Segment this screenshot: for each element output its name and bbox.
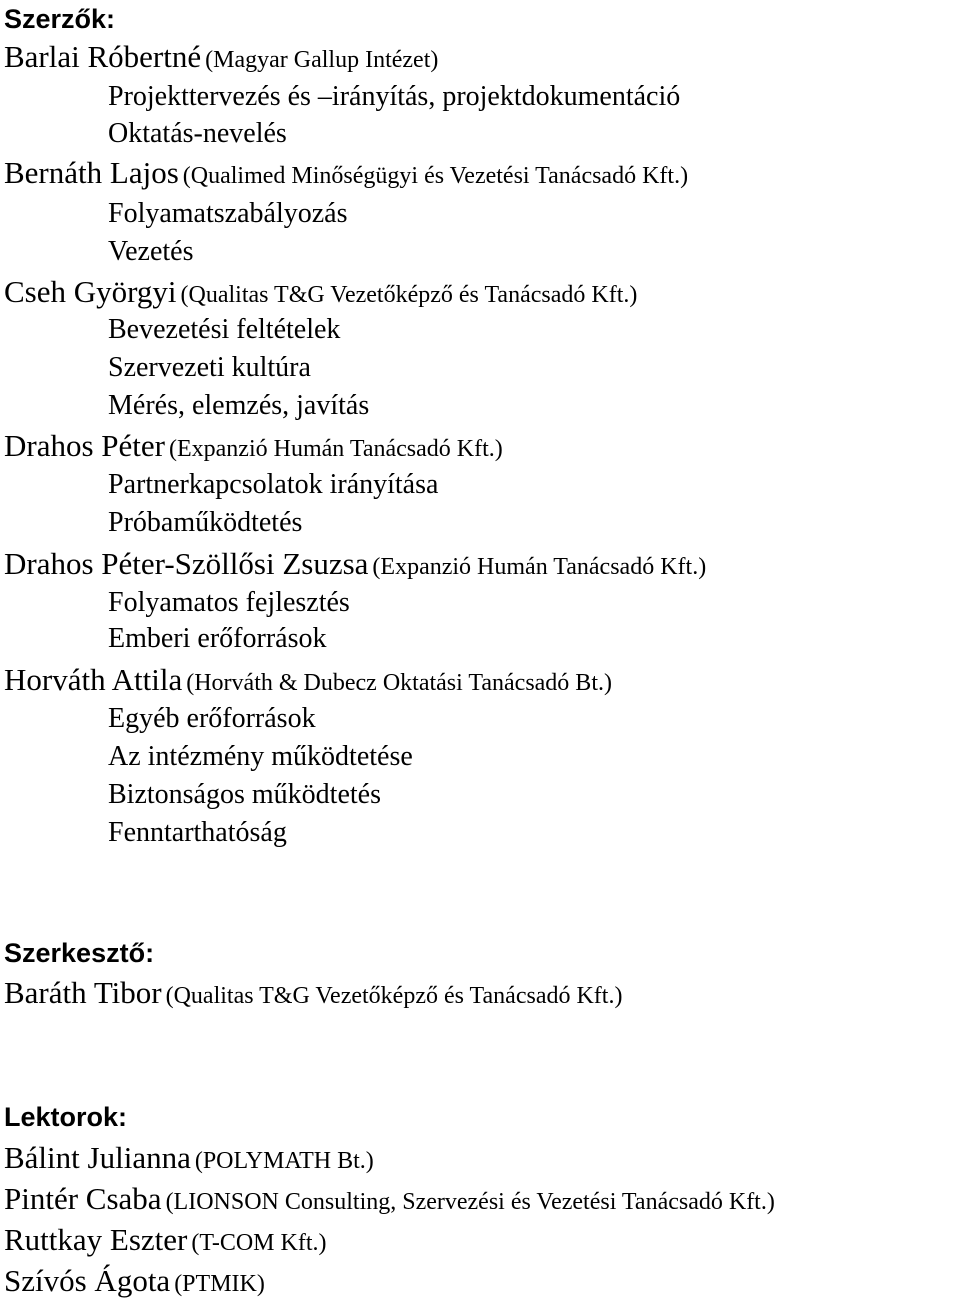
author-topic: Egyéb erőforrások (108, 703, 316, 734)
reviewer-organization: (T-COM Kft.) (191, 1230, 327, 1256)
author-topic: Folyamatos fejlesztés (108, 587, 350, 618)
reviewer-name: Bálint Julianna (4, 1140, 191, 1175)
author-topic: Partnerkapcsolatok irányítása (108, 469, 439, 500)
author-organization: (Magyar Gallup Intézet) (205, 47, 439, 73)
editor-entry (4, 975, 622, 1017)
author-topic: Vezetés (108, 236, 194, 267)
author-name: Barlai Róbertné (4, 39, 202, 74)
author-topic: Az intézmény működtetése (108, 741, 413, 772)
reviewer-entry (4, 1140, 374, 1182)
author-name: Cseh Györgyi (4, 274, 177, 309)
author-name: Bernáth Lajos (4, 155, 179, 190)
reviewer-entry (4, 1181, 775, 1223)
author-organization: (Horváth & Dubecz Oktatási Tanácsadó Bt.) (186, 670, 612, 696)
author-entry (4, 662, 612, 704)
author-topic: Folyamatszabályozás (108, 198, 348, 229)
reviewer-organization: (PTMIK) (174, 1271, 265, 1297)
authors-heading: Szerzők: (4, 4, 116, 34)
author-topic: Bevezetési feltételek (108, 314, 341, 345)
author-entry (4, 155, 688, 197)
reviewer-name: Szívós Ágota (4, 1263, 171, 1298)
editor-name: Baráth Tibor (4, 975, 162, 1010)
editor-organization: (Qualitas T&G Vezetőképző és Tanácsadó Kft.) (165, 983, 623, 1009)
author-topic: Szervezeti kultúra (108, 352, 311, 383)
reviewers-heading: Lektorok: (4, 1102, 128, 1132)
author-entry (4, 546, 706, 588)
author-entry (4, 428, 503, 470)
author-name: Drahos Péter (4, 428, 165, 463)
author-topic: Emberi erőforrások (108, 623, 327, 654)
reviewer-name: Pintér Csaba (4, 1181, 162, 1216)
author-topic: Fenntarthatóság (108, 817, 287, 848)
author-topic: Oktatás-nevelés (108, 118, 287, 149)
author-topic: Projekttervezés és –irányítás, projektdokumentáció (108, 81, 681, 112)
reviewer-entry (4, 1222, 326, 1264)
reviewer-entry (4, 1263, 265, 1305)
reviewer-name: Ruttkay Eszter (4, 1222, 188, 1257)
author-organization: (Expanzió Humán Tanácsadó Kft.) (168, 436, 503, 462)
author-topic: Mérés, elemzés, javítás (108, 390, 370, 421)
reviewer-organization: (POLYMATH Bt.) (194, 1148, 374, 1174)
author-entry (4, 274, 637, 316)
editor-heading: Szerkesztő: (4, 938, 155, 968)
author-entry (4, 39, 438, 81)
author-organization: (Qualimed Minőségügyi és Vezetési Tanácsadó Kft.) (182, 163, 689, 189)
author-topic: Biztonságos működtetés (108, 779, 381, 810)
author-name: Drahos Péter-Szöllősi Zsuzsa (4, 546, 369, 581)
author-organization: (Expanzió Humán Tanácsadó Kft.) (372, 554, 707, 580)
reviewer-organization: (LIONSON Consulting, Szervezési és Vezetési Tanácsadó Kft.) (165, 1189, 775, 1215)
author-organization: (Qualitas T&G Vezetőképző és Tanácsadó Kft.) (180, 282, 638, 308)
author-topic: Próbaműködtetés (108, 507, 303, 538)
author-name: Horváth Attila (4, 662, 183, 697)
